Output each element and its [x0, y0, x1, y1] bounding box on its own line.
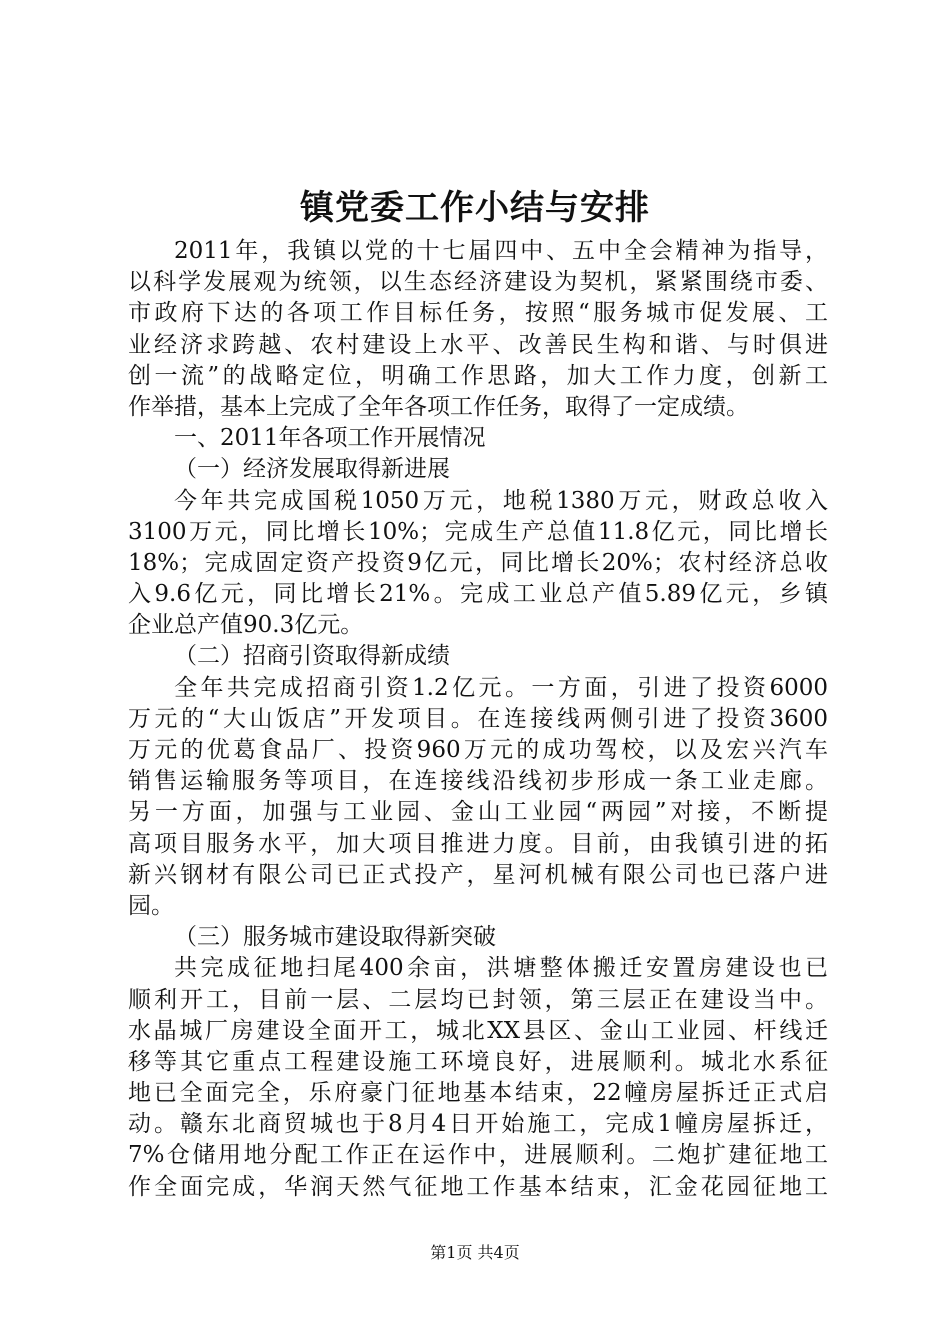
text-line: 以科学发展观为统领，以生态经济建设为契机，紧紧围绕市委、 [128, 269, 828, 296]
text-line: 全年共完成招商引资1.2亿元。一方面，引进了投资6000 [174, 674, 828, 701]
text-line: 园。 [128, 892, 174, 919]
text-line: （三）服务城市建设取得新突破 [174, 924, 496, 951]
document-title: 镇党委工作小结与安排 [300, 188, 650, 228]
text-line: 入9.6亿元，同比增长21%。完成工业总产值5.89亿元，乡镇 [128, 581, 828, 608]
text-line: 一、2011年各项工作开展情况 [174, 425, 486, 452]
text-line: 另一方面，加强与工业园、金山工业园“两园”对接，不断提 [128, 799, 828, 826]
text-line: 高项目服务水平，加大项目推进力度。目前，由我镇引进的拓 [128, 830, 828, 857]
text-line: 作举措，基本上完成了全年各项工作任务，取得了一定成绩。 [128, 393, 749, 420]
text-line: 创一流”的战略定位，明确工作思路，加大工作力度，创新工 [128, 362, 828, 389]
text-line: 销售运输服务等项目，在连接线沿线初步形成一条工业走廊。 [128, 768, 828, 795]
text-line: 今年共完成国税1050万元，地税1380万元，财政总收入 [174, 487, 828, 514]
text-line: 共完成征地扫尾400余亩，洪塘整体搬迁安置房建设也已 [174, 955, 828, 982]
text-line: 水晶城厂房建设全面开工，城北XX县区、金山工业园、杆线迁 [128, 1017, 828, 1044]
document-body [128, 236, 828, 1203]
text-line: 市政府下达的各项工作目标任务，按照“服务城市促发展、工 [128, 300, 828, 327]
text-line: 新兴钢材有限公司已正式投产，星河机械有限公司也已落户进 [128, 861, 828, 888]
text-line: 18%；完成固定资产投资9亿元，同比增长20%；农村经济总收 [128, 549, 828, 576]
text-line: 移等其它重点工程建设施工环境良好，进展顺利。城北水系征 [128, 1048, 828, 1075]
text-line: （二）招商引资取得新成绩 [174, 643, 450, 670]
text-line: （一）经济发展取得新进展 [174, 456, 450, 483]
text-line: 7%仓储用地分配工作正在运作中，进展顺利。二炮扩建征地工 [128, 1142, 828, 1169]
text-line: 万元的优葛食品厂、投资960万元的成功驾校，以及宏兴汽车 [128, 737, 828, 763]
text-line: 2011年，我镇以党的十七届四中、五中全会精神为指导， [174, 238, 828, 264]
text-line: 万元的“大山饭店”开发项目。在连接线两侧引进了投资3600 [128, 705, 828, 732]
text-line: 3100万元，同比增长10%；完成生产总值11.8亿元，同比增长 [128, 518, 828, 545]
text-line: 作全面完成，华润天然气征地工作基本结束，汇金花园征地工 [128, 1173, 828, 1200]
text-line: 地已全面完全，乐府豪门征地基本结束，22幢房屋拆迁正式启 [128, 1080, 828, 1107]
text-line: 企业总产值90.3亿元。 [128, 612, 364, 639]
page-footer: 第1页 共4页 [430, 1243, 520, 1262]
text-line: 业经济求跨越、农村建设上水平、改善民生构和谐、与时俱进 [128, 331, 828, 358]
text-line: 顺利开工，目前一层、二层均已封领，第三层正在建设当中。 [128, 986, 828, 1013]
text-line: 动。赣东北商贸城也于8月4日开始施工，完成1幢房屋拆迁， [128, 1111, 828, 1138]
